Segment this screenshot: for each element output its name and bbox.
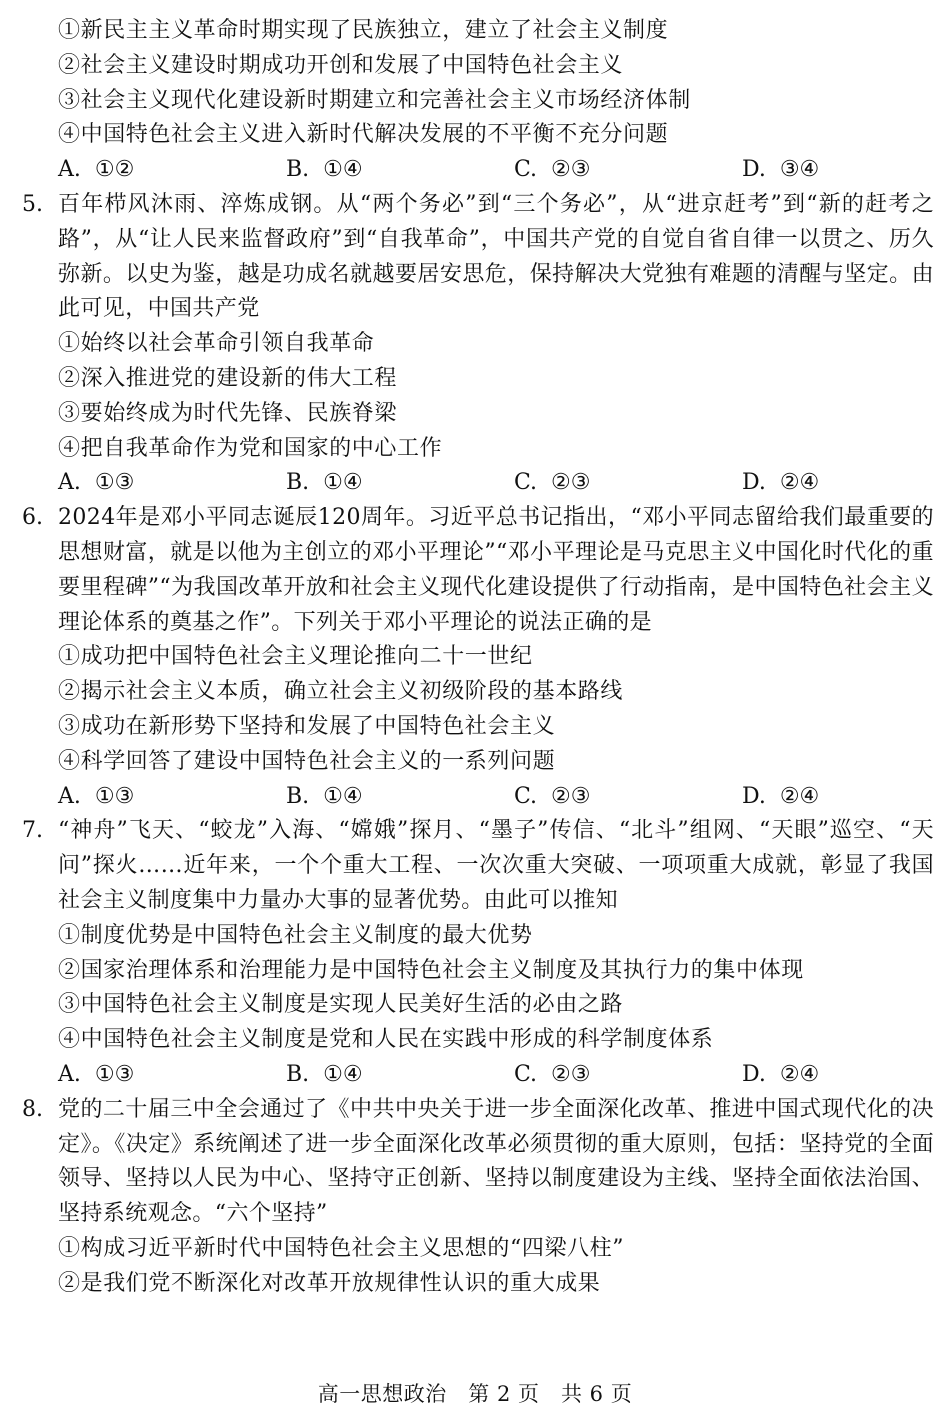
page-content bbox=[22, 14, 934, 1301]
choice-b: B. ①④ bbox=[286, 783, 363, 809]
choice-c: C. ②③ bbox=[514, 783, 591, 809]
question-6 bbox=[22, 501, 934, 814]
choice-c: C. ②③ bbox=[514, 470, 591, 496]
question-number: 6. bbox=[22, 505, 43, 531]
choice-b: B. ①④ bbox=[286, 470, 363, 496]
choice-c: C. ②③ bbox=[514, 1061, 591, 1087]
answer-choices bbox=[22, 466, 934, 501]
statement: ①制度优势是中国特色社会主义制度的最大优势 bbox=[58, 922, 533, 948]
choice-a: A. ①③ bbox=[58, 1061, 135, 1087]
choice-d: D. ②④ bbox=[742, 783, 820, 809]
statement: ④把自我革命作为党和国家的中心工作 bbox=[58, 435, 443, 461]
statement: ②揭示社会主义本质，确立社会主义初级阶段的基本路线 bbox=[58, 679, 624, 705]
question-stem: 党的二十届三中全会通过了《中共中央关于进一步全面深化改革、推进中国式现代化的决定》。《决定》系统阐述了进一步全面深化改革必须贯彻的重大原则，包括：坚持党的全面领导、坚持以人民为中心、坚持守正创新、坚持以制度建设为主线、坚持全面依法治国、坚持系统观念。“六个坚持” bbox=[58, 1096, 934, 1227]
statement: ③成功在新形势下坚持和发展了中国特色社会主义 bbox=[58, 713, 556, 739]
question-number: 8. bbox=[22, 1096, 43, 1122]
choice-b: B. ①④ bbox=[286, 1061, 363, 1087]
statement: ③社会主义现代化建设新时期建立和完善社会主义市场经济体制 bbox=[58, 87, 691, 113]
statement: ①构成习近平新时代中国特色社会主义思想的“四梁八柱” bbox=[58, 1235, 625, 1261]
choice-d: D. ②④ bbox=[742, 470, 820, 496]
answer-choices bbox=[22, 153, 934, 188]
statement: ①新民主主义革命时期实现了民族独立，建立了社会主义制度 bbox=[58, 18, 669, 43]
choice-a: A. ①③ bbox=[58, 783, 135, 809]
statement: ④中国特色社会主义进入新时代解决发展的不平衡不充分问题 bbox=[58, 122, 669, 148]
statement: ③要始终成为时代先锋、民族脊梁 bbox=[58, 400, 398, 426]
question-stem: 2024年是邓小平同志诞辰120周年。习近平总书记指出，“邓小平同志留给我们最重要的思想财富，就是以他为主创立的邓小平理论”“邓小平理论是马克思主义中国化时代化的重要里程碑”“为我国改革开放和社会主义现代化建设提供了行动指南，是中国特色社会主义理论体系的奠基之作”。下列关于邓小平理论的说法正确的是 bbox=[58, 505, 934, 635]
question-4 bbox=[22, 14, 934, 188]
question-stem: “神舟”飞天、“蛟龙”入海、“嫦娥”探月、“墨子”传信、“北斗”组网、“天眼”巡空、“天问”探火……近年来，一个个重大工程、一次次重大突破、一项项重大成就，彰显了我国社会主义制度集中力量办大事的显著优势。由此可以推知 bbox=[58, 818, 934, 913]
choice-a: A. ①② bbox=[58, 157, 135, 183]
statement: ③中国特色社会主义制度是实现人民美好生活的必由之路 bbox=[58, 992, 624, 1018]
choice-a: A. ①③ bbox=[58, 470, 135, 496]
statement: ①始终以社会革命引领自我革命 bbox=[58, 331, 375, 357]
page-footer: 高一思想政治 第 2 页 共 6 页 bbox=[317, 1382, 633, 1406]
statement: ②社会主义建设时期成功开创和发展了中国特色社会主义 bbox=[58, 52, 624, 78]
statement: ②是我们党不断深化对改革开放规律性认识的重大成果 bbox=[58, 1270, 601, 1296]
question-number: 7. bbox=[22, 818, 43, 844]
question-8 bbox=[22, 1093, 934, 1302]
statement: ④中国特色社会主义制度是党和人民在实践中形成的科学制度体系 bbox=[58, 1027, 714, 1053]
choice-d: D. ③④ bbox=[742, 157, 820, 183]
statement: ②国家治理体系和治理能力是中国特色社会主义制度及其执行力的集中体现 bbox=[58, 957, 804, 983]
answer-choices bbox=[22, 1058, 934, 1093]
statement: ②深入推进党的建设新的伟大工程 bbox=[58, 365, 398, 391]
choice-c: C. ②③ bbox=[514, 157, 591, 183]
statement: ④科学回答了建设中国特色社会主义的一系列问题 bbox=[58, 748, 556, 774]
question-7 bbox=[22, 814, 934, 1092]
statement: ①成功把中国特色社会主义理论推向二十一世纪 bbox=[58, 644, 533, 670]
choice-b: B. ①④ bbox=[286, 157, 363, 183]
question-5 bbox=[22, 188, 934, 501]
question-stem: 百年栉风沐雨、淬炼成钢。从“两个务必”到“三个务必”，从“进京赶考”到“新的赶考之路”，从“让人民来监督政府”到“自我革命”，中国共产党的自觉自省自律一以贯之、历久弥新。以史为鉴，越是功成名就越要居安思危，保持解决大党独有难题的清醒与坚定。由此可见，中国共产党 bbox=[58, 191, 934, 322]
question-number: 5. bbox=[22, 191, 43, 217]
choice-d: D. ②④ bbox=[742, 1061, 820, 1087]
answer-choices bbox=[22, 780, 934, 815]
